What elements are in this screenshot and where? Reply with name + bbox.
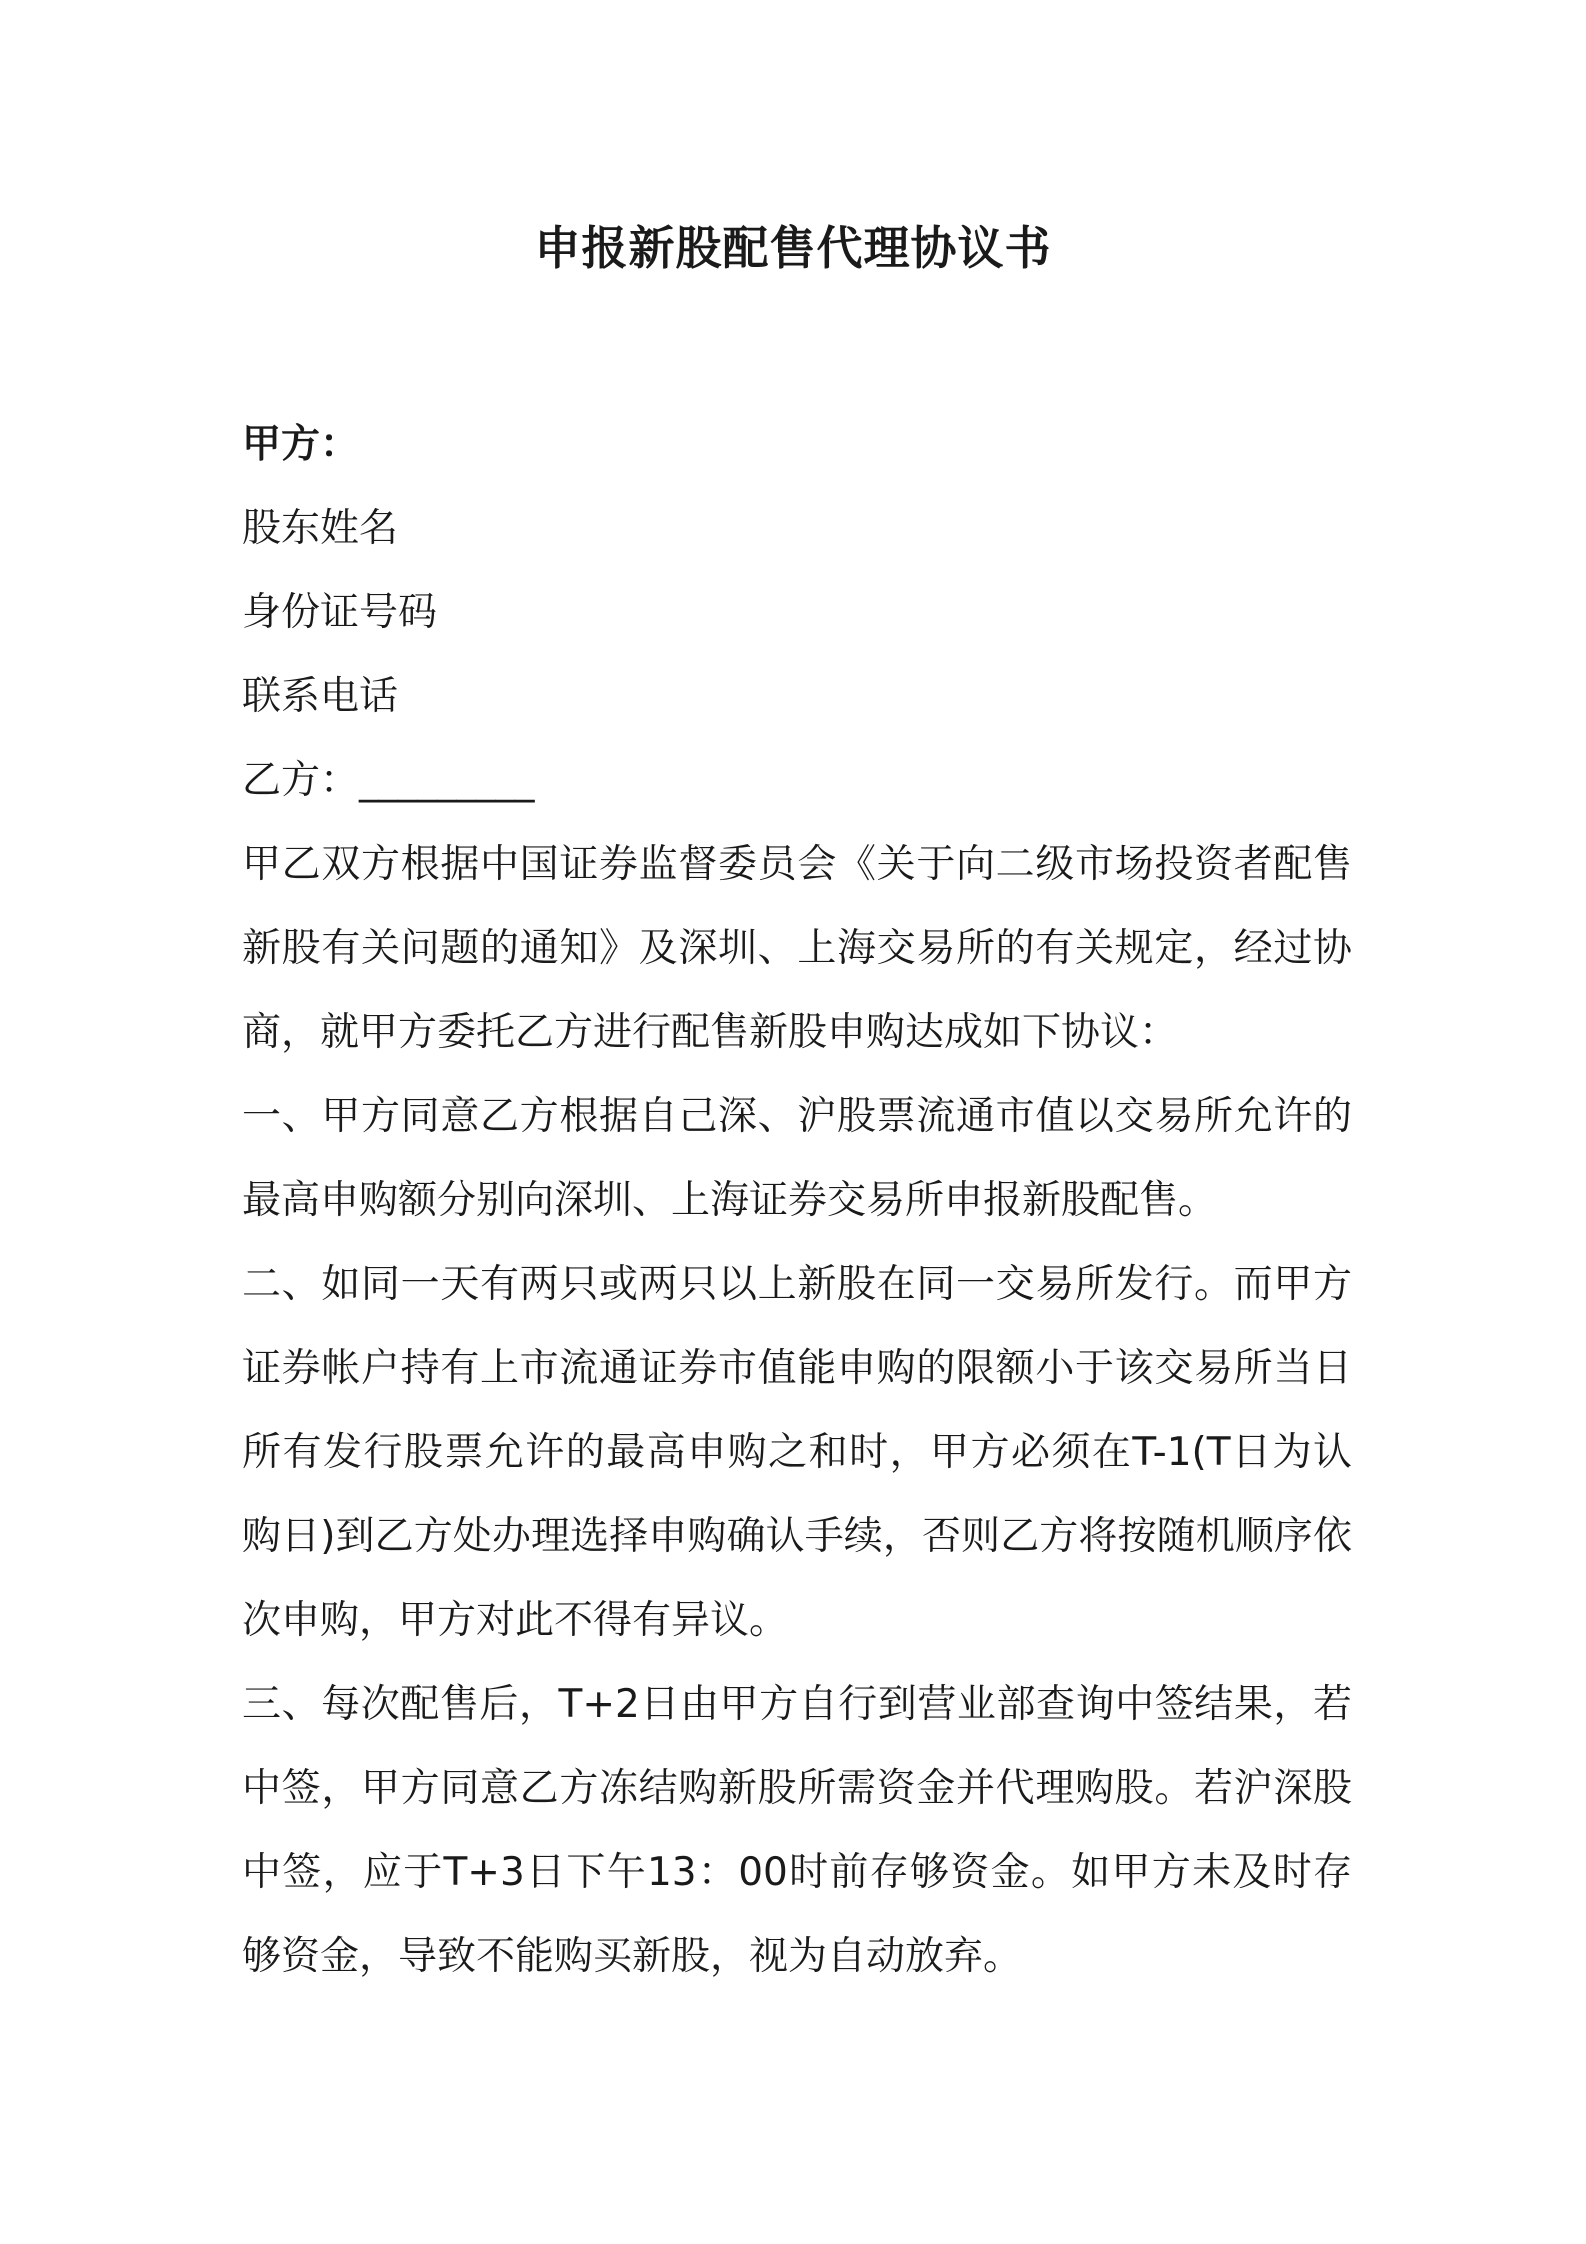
- clause-1: 一、甲方同意乙方根据自己深、沪股票流通市值以交易所允许的最高申购额分别向深圳、上海证券交易所申报新股配售。: [242, 1094, 1352, 1223]
- clause-3: 三、每次配售后，T+2日由甲方自行到营业部查询中签结果，若中签，甲方同意乙方冻结购新股所需资金并代理购股。若沪深股中签，应于T+3日下午13：00时前存够资金。如甲方未及时存够资金，导致不能购买新股，视为自动放弃。: [242, 1682, 1352, 1979]
- intro-paragraph: 甲乙双方根据中国证券监督委员会《关于向二级市场投资者配售新股有关问题的通知》及深圳、上海交易所的有关规定，经过协商，就甲方委托乙方进行配售新股申购达成如下协议：: [242, 842, 1352, 1055]
- party-b-label: 乙方：_________: [242, 758, 535, 803]
- party-a-label: 甲方：: [242, 422, 360, 467]
- field-phone: 联系电话: [242, 674, 399, 719]
- document-body: [242, 403, 1352, 1999]
- clause-2: 二、如同一天有两只或两只以上新股在同一交易所发行。而甲方证券帐户持有上市流通证券市值能申购的限额小于该交易所当日所有发行股票允许的最高申购之和时，甲方必须在T-1(T日为认购日)到乙方处办理选择申购确认手续，否则乙方将按随机顺序依次申购，甲方对此不得有异议。: [242, 1262, 1352, 1643]
- document-title: 申报新股配售代理协议书: [534, 221, 1052, 275]
- field-shareholder-name: 股东姓名: [242, 506, 399, 551]
- field-id-number: 身份证号码: [242, 590, 438, 635]
